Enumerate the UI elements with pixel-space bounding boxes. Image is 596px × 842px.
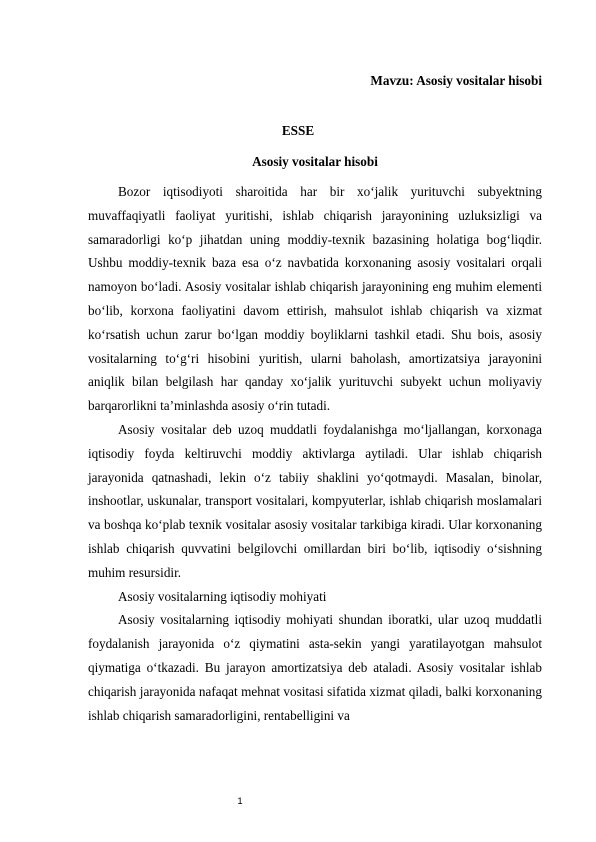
essay-topic: Mavzu: Asosiy vositalar hisobi [370, 73, 542, 88]
paragraph: Asosiy vositalar deb uzoq muddatli foydalanishga mo‘ljallangan, korxonaga iqtisodiy foyda keltiruvchi moddiy aktivlarga aytiladi. Ular ishlab chiqarish jarayonida qatnashadi, lekin o‘z tabiiy shaklini yo‘qotmaydi. Masalan, binolar, inshootlar, uskunalar, transport vositalari, kompyuterlar, ishlab chiqarish moslamalari va boshqa ko‘plab texnik vositalar asosiy vositalar tarkibiga kiradi. Ular korxonaning ishlab chiqarish quvvatini belgilovchi omillardan biri bo‘lib, iqtisodiy o‘sishning muhim resursidir. [88, 421, 542, 580]
paragraph: Asosiy vositalarning iqtisodiy mohiyati shundan iboratki, ular uzoq muddatli foydalanish jarayonida o‘z qiymatini asta-sekin yangi yaratilayotgan mahsulot qiymatiga o‘tkazadi. Bu jarayon amortizatsiya deb ataladi. Asosiy vositalar ishlab chiqarish jarayonida nafaqat mehnat vositasi sifatida xizmat qiladi, balki korxonaning ishlab chiqarish samaradorligini, rentabelligini va [88, 612, 542, 723]
subheading-paragraph: Asosiy vositalarning iqtisodiy mohiyati [118, 588, 327, 604]
paragraph: Bozor iqtisodiyoti sharoitida har bir xo‘jalik yurituvchi subyektning muvaffaqiyatli faoliyat yuritishi, ishlab chiqarish jarayonining uzluksizligi va samaradorligi ko‘p jihatdan uning moddiy-texnik bazasining holatiga bog‘liqdir. Ushbu moddiy-texnik baza esa o‘z navbatida korxonaning asosiy vositalari orqali namoyon bo‘ladi. Asosiy vositalar ishlab chiqarish jarayonining eng muhim elementi bo‘lib, korxona faoliyatini davom ettirish, mahsulot ishlab chiqarish va xizmat ko‘rsatish uchun zarur bo‘lgan moddiy boyliklarni tashkil etadi. Shu bois, asosiy vositalarning to‘g‘ri hisobini yuritish, ularni baholash, amortizatsiya jarayonini aniqlik bilan belgilash har qanday xo‘jalik yurituvchi subyekt uchun moliyaviy barqarorlikni ta’minlashda asosiy o‘rin tutadi. [88, 184, 542, 414]
section-heading: Asosiy vositalar hisobi [252, 154, 378, 169]
page-number: 1 [237, 796, 243, 807]
genre-label: ESSE [281, 123, 315, 138]
essay-body [88, 180, 542, 727]
